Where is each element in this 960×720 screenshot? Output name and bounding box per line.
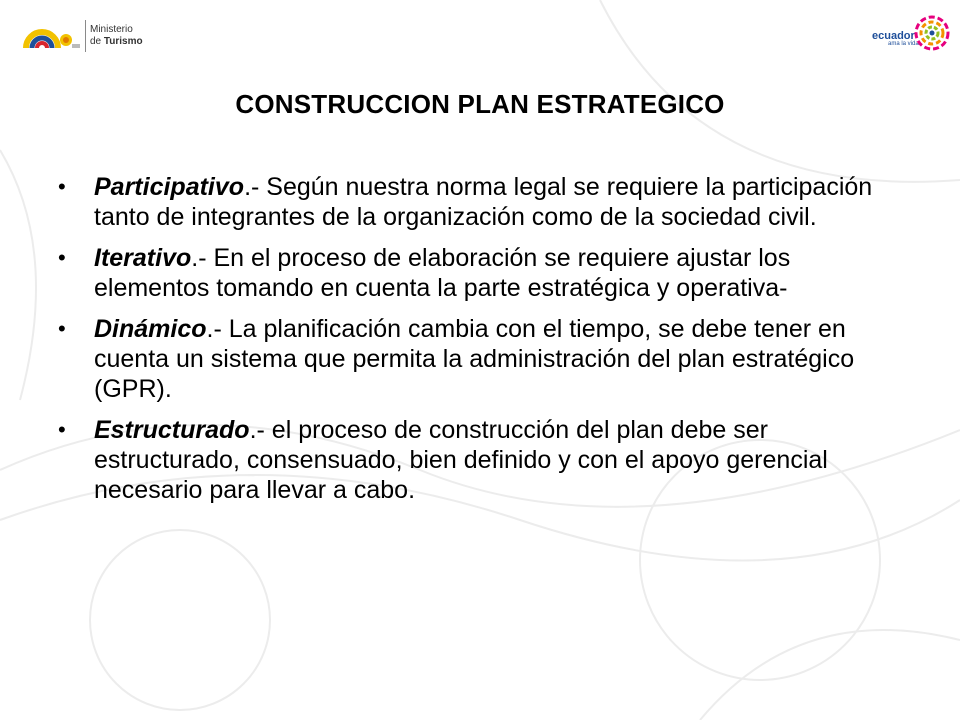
bullet-dot-icon: • (58, 417, 66, 442)
bullet-dot-icon: • (58, 316, 66, 341)
bullet-term: Estructurado (94, 416, 250, 444)
bullet-text: .- En el proceso de elaboración se requiere ajustar los elementos tomando en cuenta la parte estratégica y operativa- (94, 244, 791, 302)
bullet-dot-icon: • (58, 245, 66, 270)
bullet-text: .- Según nuestra norma legal se requiere la participación tanto de integrantes de la organización como de la sociedad civil. (94, 173, 873, 231)
bullet-item (56, 415, 876, 505)
bullet-text: .- La planificación cambia con el tiempo, se debe tener en cuenta un sistema que permita la administración del plan estratégico (GPR). (94, 315, 855, 403)
bullet-dot-icon: • (58, 174, 66, 199)
logo-text-ministerio: Ministerio (90, 24, 133, 35)
ministerio-logo-mark-icon (22, 18, 82, 56)
logo-text-turismo (90, 36, 143, 47)
logo-separator (85, 20, 86, 52)
bullet-item (56, 172, 876, 232)
bullet-term: Participativo (94, 173, 245, 201)
bullet-list (56, 172, 876, 516)
ministerio-turismo-logo (22, 14, 172, 60)
ecuador-ama-la-vida-logo (862, 8, 952, 64)
bullet-term: Iterativo (94, 244, 192, 272)
ecuador-logo-word: ecuador (872, 30, 915, 42)
ecuador-logo-tagline: ama la vida (888, 41, 919, 47)
bullet-term: Dinámico (94, 315, 207, 343)
bullet-item (56, 314, 876, 404)
bullet-text: .- el proceso de construcción del plan debe ser estructurado, consensuado, bien definido y con el apoyo gerencial necesario para llevar a cabo. (94, 416, 828, 504)
slide-title: CONSTRUCCION PLAN ESTRATEGICO (235, 89, 725, 119)
bullet-item (56, 243, 876, 303)
logo-text-bold: Turismo (103, 36, 143, 47)
ecuador-spiral-icon (914, 10, 950, 56)
logo-text-prefix: de (90, 36, 104, 47)
